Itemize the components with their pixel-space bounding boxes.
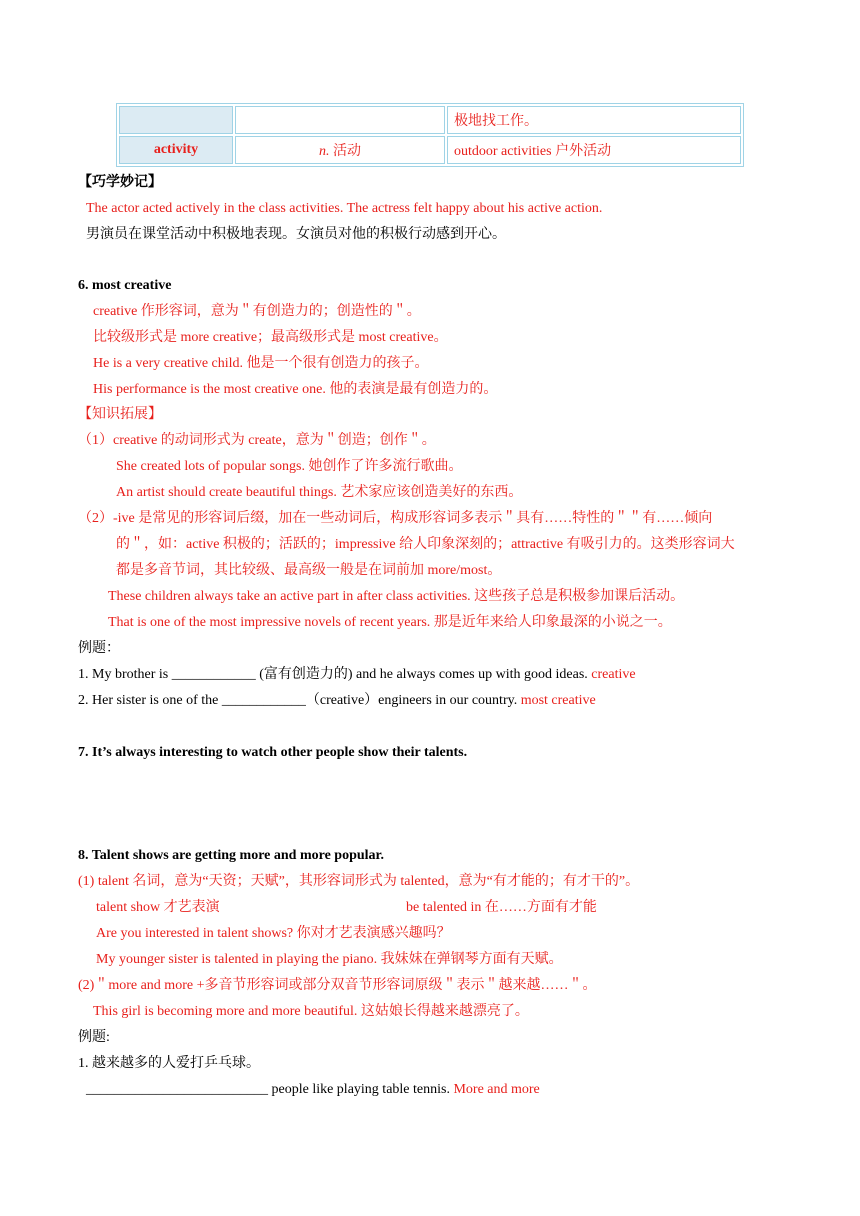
- answer-text: most creative: [520, 693, 596, 708]
- memory-tip-heading: 【巧学妙记】: [78, 175, 162, 190]
- s8-exercise-blank-line: [86, 1081, 540, 1099]
- s8-example-1: Are you interested in talent shows? 你对才艺表演感兴趣吗？: [96, 926, 451, 941]
- exercise-question-2: [78, 692, 596, 710]
- exercise-heading: 例题：: [78, 641, 120, 656]
- s6-ext-2b: 的＂，如：active 积极的；活跃的；impressive 给人印象深刻的；attractive 有吸引力的。这类形容词大: [116, 537, 735, 552]
- s6-line-2: 比较级形式是 more creative；最高级形式是 most creative。: [93, 330, 448, 345]
- meaning-text: 活动: [333, 144, 361, 159]
- s6-ext-1a: She created lots of popular songs. 她创作了许多流行歌曲。: [116, 459, 463, 474]
- table-row: [119, 136, 741, 164]
- meaning-cell: [235, 136, 445, 164]
- s8-exercise-heading: 例题:: [78, 1030, 110, 1045]
- s6-ext-2: （2）-ive 是常见的形容词后缀，加在一些动词后，构成形容词多表示＂具有……特性的＂＂有……倾向: [78, 511, 713, 526]
- word-cell: [119, 106, 233, 134]
- part-of-speech: n.: [319, 144, 330, 159]
- meaning-cell: [235, 106, 445, 134]
- section-6-title: 6. most creative: [78, 278, 172, 293]
- s8-point-1: (1) talent 名词，意为“天资；天赋”，其形容词形式为 talented，意为“有才能的；有才干的”。: [78, 874, 640, 889]
- example-cell: outdoor activities 户外活动: [447, 136, 741, 164]
- s6-ext-2d: These children always take an active part in after class activities. 这些孩子总是积极参加课后活动。: [108, 589, 685, 604]
- s8-phrase-be-talented-in: be talented in 在……方面有才能: [406, 900, 597, 915]
- answer-text: creative: [591, 667, 636, 682]
- s8-example-2: My younger sister is talented in playing the piano. 我妹妹在弹钢琴方面有天赋。: [96, 952, 563, 967]
- s6-line-3: He is a very creative child. 他是一个很有创造力的孩子。: [93, 356, 429, 371]
- s8-example-3: This girl is becoming more and more beautiful. 这姑娘长得越来越漂亮了。: [93, 1004, 529, 1019]
- s6-ext-1: （1）creative 的动词形式为 create，意为＂创造；创作＂。: [78, 433, 436, 448]
- exercise-question-1: [78, 666, 636, 684]
- s8-point-2: (2)＂more and more +多音节形容词或部分双音节形容词原级＂表示＂越来越……＂。: [78, 978, 597, 993]
- s8-phrase-talent-show: talent show 才艺表演: [96, 900, 220, 915]
- s6-line-4: His performance is the most creative one. 他的表演是最有创造力的。: [93, 382, 498, 397]
- s6-ext-2c: 都是多音节词，其比较级、最高级一般是在词前加 more/most。: [116, 563, 502, 578]
- memory-tip-chinese: 男演员在课堂活动中积极地表现。女演员对他的积极行动感到开心。: [86, 227, 506, 242]
- answer-text: More and more: [453, 1082, 540, 1097]
- s8-exercise-question-1: 1. 越来越多的人爱打乒乓球。: [78, 1056, 260, 1071]
- s6-line-1: creative 作形容词，意为＂有创造力的；创造性的＂。: [93, 304, 421, 319]
- section-7-title: 7. It’s always interesting to watch other people show their talents.: [78, 745, 468, 760]
- question-text: __________________________ people like playing table tennis.: [86, 1082, 450, 1097]
- question-text: 2. Her sister is one of the ____________（creative）engineers in our country.: [78, 693, 518, 708]
- s6-ext-1b: An artist should create beautiful things. 艺术家应该创造美好的东西。: [116, 485, 523, 500]
- knowledge-extension-heading: 【知识拓展】: [78, 407, 162, 422]
- example-cell: 极地找工作。: [447, 106, 741, 134]
- section-8-title: 8. Talent shows are getting more and more popular.: [78, 848, 384, 863]
- question-text: 1. My brother is ____________ (富有创造力的) and he always comes up with good ideas.: [78, 667, 588, 682]
- word-cell: activity: [119, 136, 233, 164]
- memory-tip-english: The actor acted actively in the class activities. The actress felt happy about his active action.: [86, 201, 603, 216]
- s6-ext-2e: That is one of the most impressive novels of recent years. 那是近年来给人印象最深的小说之一。: [108, 615, 672, 630]
- vocab-table: [116, 103, 744, 167]
- table-row: [119, 106, 741, 134]
